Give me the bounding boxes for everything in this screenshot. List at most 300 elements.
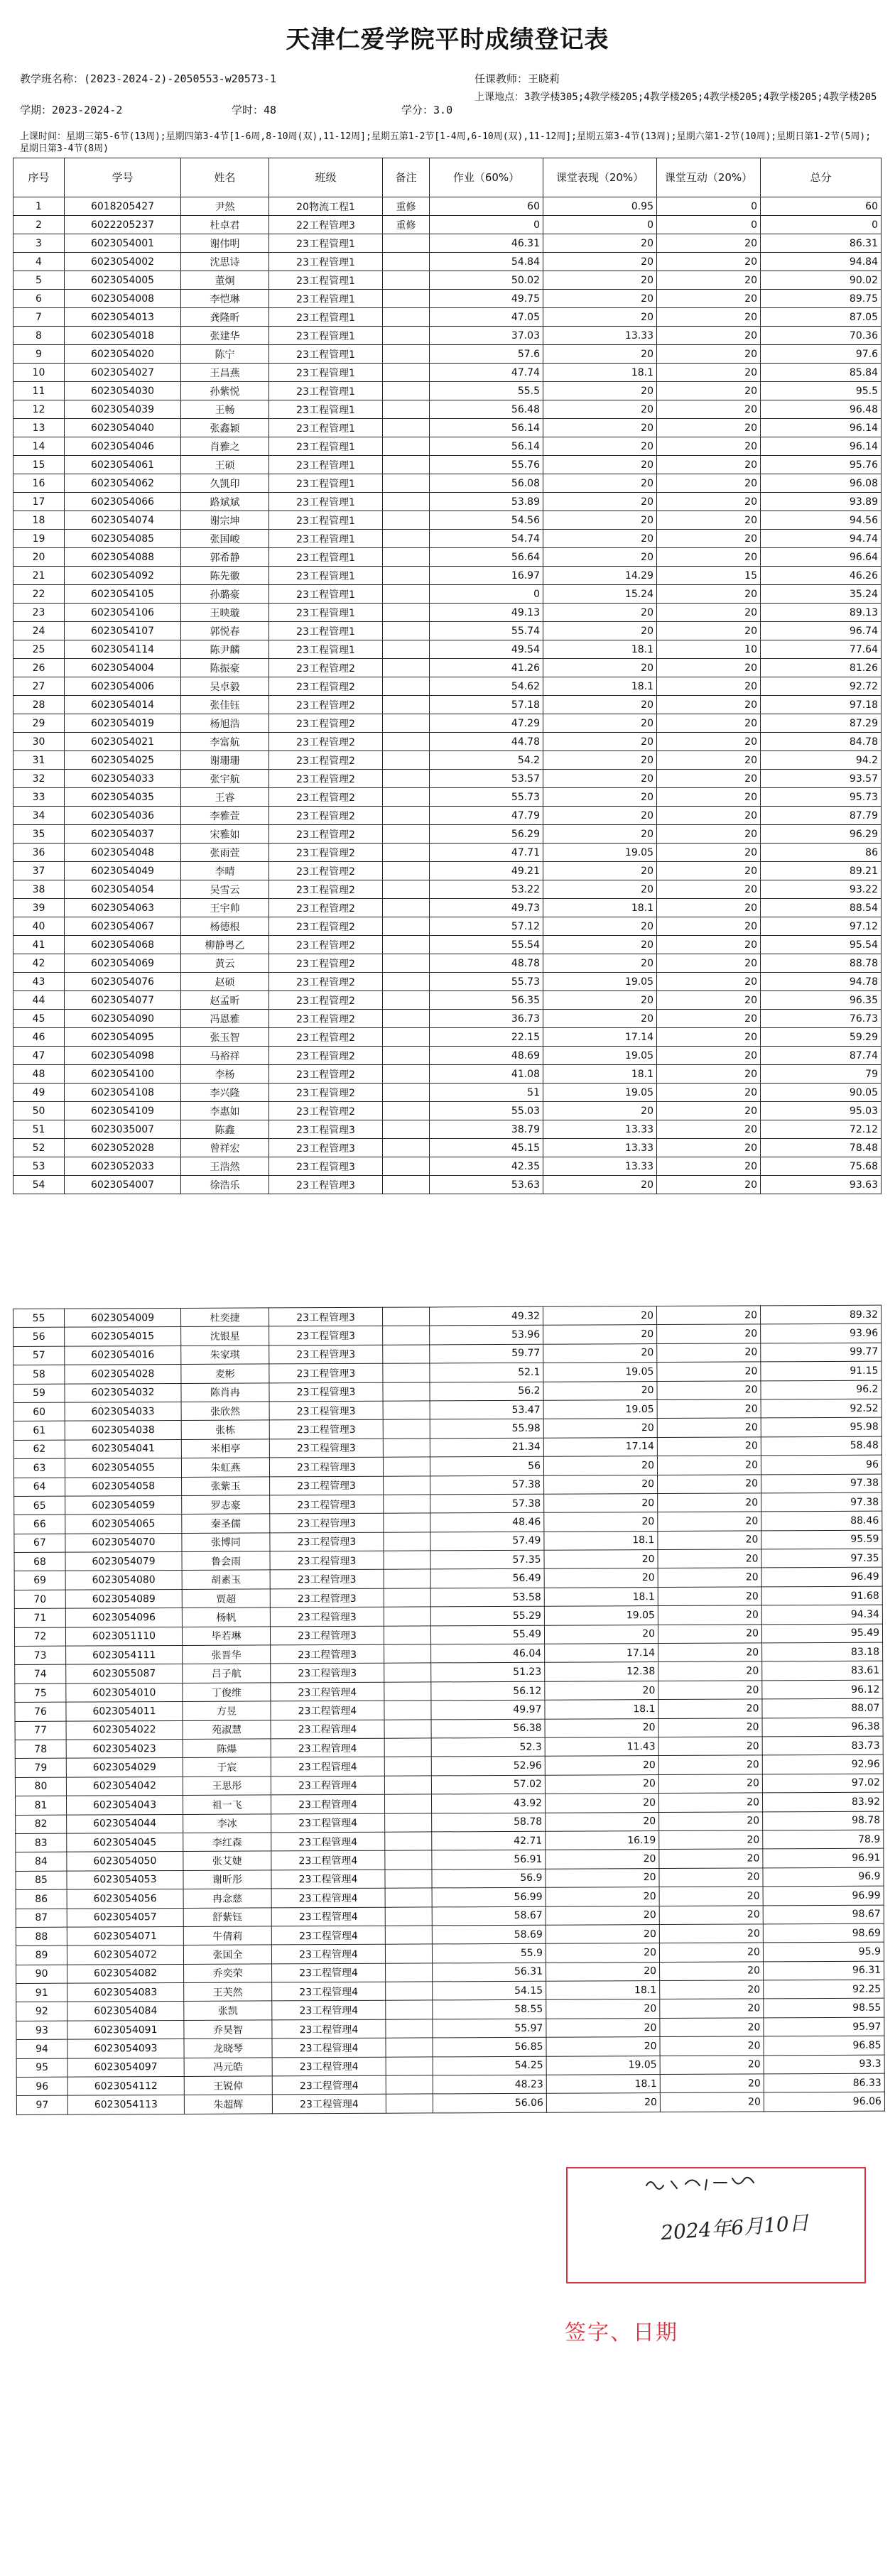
table-row bbox=[13, 271, 882, 290]
student-id-cell: 6023054105 bbox=[65, 585, 181, 604]
table-row bbox=[13, 1157, 882, 1176]
remark-cell bbox=[385, 1926, 432, 1945]
performance-score-cell: 0 bbox=[543, 216, 657, 234]
table-row bbox=[13, 1102, 882, 1120]
remark-cell bbox=[384, 1644, 431, 1664]
interaction-score-cell: 20 bbox=[659, 1830, 763, 1850]
class-name-cell: 23工程管理1 bbox=[269, 493, 383, 511]
homework-score-cell: 37.03 bbox=[430, 327, 543, 345]
row-index-cell: 31 bbox=[13, 751, 65, 770]
homework-score-cell: 46.04 bbox=[431, 1644, 545, 1663]
class-name-cell: 23工程管理1 bbox=[269, 437, 383, 456]
row-index-cell: 65 bbox=[14, 1496, 65, 1515]
interaction-score-cell: 20 bbox=[659, 1905, 763, 1924]
grade-table-part2 bbox=[13, 1305, 885, 2115]
performance-score-cell: 20 bbox=[544, 1568, 658, 1588]
student-name-cell: 张佳钰 bbox=[181, 696, 269, 714]
performance-score-cell: 19.05 bbox=[543, 1399, 657, 1419]
student-name-cell: 李惠如 bbox=[181, 1102, 269, 1120]
row-index-cell: 93 bbox=[16, 2021, 67, 2040]
student-id-cell: 6023054013 bbox=[65, 308, 181, 327]
performance-score-cell: 17.14 bbox=[543, 1028, 657, 1047]
total-score-cell: 96.31 bbox=[764, 1961, 884, 1980]
total-score-cell: 92.25 bbox=[764, 1980, 884, 1999]
performance-score-cell: 20 bbox=[544, 1550, 658, 1569]
student-id-cell: 6022205237 bbox=[65, 216, 181, 234]
student-name-cell: 李晴 bbox=[181, 862, 269, 880]
performance-score-cell: 20 bbox=[545, 1794, 658, 1813]
interaction-score-cell: 20 bbox=[657, 1047, 761, 1065]
class-name-cell: 23工程管理4 bbox=[271, 1813, 385, 1833]
homework-score-cell: 49.13 bbox=[430, 604, 543, 622]
student-id-cell: 6023054021 bbox=[65, 733, 181, 751]
class-name-cell: 23工程管理4 bbox=[271, 1832, 385, 1851]
row-index-cell: 56 bbox=[13, 1328, 65, 1347]
student-name-cell: 王思彤 bbox=[183, 1777, 271, 1796]
table-header-row bbox=[13, 158, 882, 197]
homework-score-cell: 56.85 bbox=[433, 2037, 546, 2056]
student-id-cell: 6023054076 bbox=[65, 973, 181, 991]
student-id-cell: 6023054065 bbox=[65, 1515, 182, 1534]
homework-score-cell: 52.1 bbox=[430, 1363, 543, 1382]
student-name-cell: 黄云 bbox=[181, 954, 269, 973]
row-index-cell: 25 bbox=[13, 640, 65, 659]
table-row bbox=[13, 456, 882, 474]
interaction-score-cell: 20 bbox=[658, 1605, 761, 1625]
total-score-cell: 90.02 bbox=[761, 271, 882, 290]
remark-cell bbox=[383, 899, 430, 917]
student-name-cell: 王睿 bbox=[181, 788, 269, 807]
performance-score-cell: 20 bbox=[543, 917, 657, 936]
student-id-cell: 6023054090 bbox=[65, 1010, 181, 1028]
performance-score-cell: 15.24 bbox=[543, 585, 657, 604]
row-index-cell: 69 bbox=[14, 1571, 65, 1590]
remark-cell bbox=[384, 1663, 431, 1682]
performance-score-cell: 20 bbox=[545, 1718, 658, 1737]
remark-cell bbox=[383, 936, 430, 954]
student-name-cell: 路斌斌 bbox=[181, 493, 269, 511]
row-index-cell: 59 bbox=[13, 1384, 65, 1403]
remark-cell bbox=[383, 807, 430, 825]
location-info: 上课地点：3教学楼305;4教学楼205;4教学楼205;4教学楼205;4教学楼205;4教学楼205 bbox=[474, 92, 877, 103]
performance-score-cell: 20 bbox=[543, 714, 657, 733]
total-score-cell: 94.84 bbox=[761, 253, 882, 271]
col-header-homework: 作业（60%） bbox=[430, 158, 543, 197]
performance-score-cell: 20 bbox=[543, 936, 657, 954]
class-name-cell: 23工程管理2 bbox=[269, 844, 383, 862]
remark-cell bbox=[386, 1963, 433, 1982]
total-score-cell: 93.57 bbox=[761, 770, 882, 788]
student-name-cell: 秦圣儒 bbox=[182, 1514, 270, 1533]
total-score-cell: 96.12 bbox=[762, 1680, 883, 1699]
interaction-score-cell: 20 bbox=[660, 1980, 764, 1999]
class-name-cell: 23工程管理1 bbox=[269, 474, 383, 493]
row-index-cell: 7 bbox=[13, 308, 65, 327]
total-score-cell: 75.68 bbox=[761, 1157, 882, 1176]
table-row bbox=[13, 567, 882, 585]
student-name-cell: 罗志豪 bbox=[182, 1495, 270, 1515]
student-name-cell: 沈思诗 bbox=[181, 253, 269, 271]
row-index-cell: 58 bbox=[13, 1365, 65, 1384]
col-header-student-id: 学号 bbox=[65, 158, 181, 197]
total-score-cell: 95.54 bbox=[761, 936, 882, 954]
homework-score-cell: 43.92 bbox=[431, 1794, 545, 1813]
row-index-cell: 88 bbox=[16, 1927, 67, 1946]
interaction-score-cell: 20 bbox=[657, 1102, 761, 1120]
interaction-score-cell: 20 bbox=[658, 1568, 761, 1587]
performance-score-cell: 20 bbox=[543, 253, 657, 271]
homework-score-cell: 55.5 bbox=[430, 382, 543, 400]
student-id-cell: 6023054033 bbox=[65, 1402, 181, 1421]
performance-score-cell: 20 bbox=[546, 1924, 659, 1943]
class-name-cell: 23工程管理2 bbox=[269, 770, 383, 788]
row-index-cell: 38 bbox=[13, 880, 65, 899]
row-index-cell: 72 bbox=[14, 1627, 65, 1647]
remark-cell bbox=[383, 567, 430, 585]
class-name-cell: 23工程管理3 bbox=[269, 1439, 383, 1458]
class-name-cell: 23工程管理3 bbox=[270, 1588, 384, 1608]
interaction-score-cell: 20 bbox=[657, 1139, 761, 1157]
student-name-cell: 祖一飞 bbox=[183, 1795, 271, 1814]
class-name-cell: 23工程管理2 bbox=[269, 880, 383, 899]
row-index-cell: 61 bbox=[13, 1421, 65, 1441]
student-name-cell: 陈鑫 bbox=[181, 1120, 269, 1139]
student-id-cell: 6023054043 bbox=[66, 1796, 183, 1815]
student-name-cell: 龚隆昕 bbox=[181, 308, 269, 327]
class-name-cell: 23工程管理1 bbox=[269, 567, 383, 585]
total-score-cell: 87.74 bbox=[761, 1047, 882, 1065]
interaction-score-cell: 20 bbox=[657, 714, 761, 733]
table-row bbox=[16, 2092, 884, 2115]
row-index-cell: 48 bbox=[13, 1065, 65, 1084]
student-id-cell: 6023054070 bbox=[65, 1533, 182, 1552]
remark-cell bbox=[383, 271, 430, 290]
total-score-cell: 96 bbox=[761, 1455, 882, 1474]
performance-score-cell: 20 bbox=[543, 419, 657, 437]
interaction-score-cell: 20 bbox=[657, 880, 761, 899]
student-id-cell: 6023054038 bbox=[65, 1421, 181, 1440]
total-score-cell: 58.48 bbox=[761, 1436, 882, 1456]
interaction-score-cell: 20 bbox=[657, 234, 761, 253]
student-id-cell: 6023054092 bbox=[65, 567, 181, 585]
remark-cell bbox=[386, 2019, 433, 2039]
total-score-cell: 95.97 bbox=[764, 2017, 884, 2036]
row-index-cell: 96 bbox=[16, 2077, 67, 2096]
remark-cell bbox=[383, 548, 430, 567]
student-name-cell: 久凯印 bbox=[181, 474, 269, 493]
remark-cell bbox=[383, 493, 430, 511]
performance-score-cell: 20 bbox=[543, 1325, 657, 1344]
student-id-cell: 6023054093 bbox=[67, 2039, 184, 2058]
student-id-cell: 6023054001 bbox=[65, 234, 181, 253]
student-name-cell: 毕若琳 bbox=[182, 1627, 270, 1646]
remark-cell bbox=[383, 364, 430, 382]
student-id-cell: 6023054071 bbox=[67, 1926, 183, 1945]
interaction-score-cell: 20 bbox=[658, 1737, 762, 1756]
homework-score-cell: 0 bbox=[430, 585, 543, 604]
total-score-cell: 96.2 bbox=[761, 1380, 882, 1399]
table-row bbox=[13, 1047, 882, 1065]
interaction-score-cell: 20 bbox=[657, 253, 761, 271]
homework-score-cell: 49.21 bbox=[430, 862, 543, 880]
homework-score-cell: 0 bbox=[430, 216, 543, 234]
col-header-performance: 课堂表现（20%） bbox=[543, 158, 657, 197]
remark-cell bbox=[383, 1382, 430, 1402]
row-index-cell: 2 bbox=[13, 216, 65, 234]
interaction-score-cell: 20 bbox=[657, 788, 761, 807]
class-name-cell: 23工程管理3 bbox=[270, 1607, 384, 1626]
student-id-cell: 6023054033 bbox=[65, 770, 181, 788]
table-row bbox=[13, 899, 882, 917]
table-row bbox=[13, 474, 882, 493]
performance-score-cell: 20 bbox=[543, 1102, 657, 1120]
homework-score-cell: 49.32 bbox=[429, 1306, 543, 1326]
homework-score-cell: 53.57 bbox=[430, 770, 543, 788]
row-index-cell: 32 bbox=[13, 770, 65, 788]
interaction-score-cell: 20 bbox=[657, 899, 761, 917]
student-name-cell: 张欣然 bbox=[181, 1402, 269, 1421]
col-header-interaction: 课堂互动（20%） bbox=[657, 158, 761, 197]
class-name-cell: 23工程管理1 bbox=[269, 604, 383, 622]
total-score-cell: 93.89 bbox=[761, 493, 882, 511]
student-id-cell: 6023054068 bbox=[65, 936, 181, 954]
row-index-cell: 36 bbox=[13, 844, 65, 862]
student-id-cell: 6023054040 bbox=[65, 419, 181, 437]
total-score-cell: 96.74 bbox=[761, 622, 882, 640]
remark-cell bbox=[383, 714, 430, 733]
total-score-cell: 98.55 bbox=[764, 1999, 884, 2018]
time-info: 上课时间：星期三第5-6节(13周);星期四第3-4节[1-6周,8-10周(双),11-12周];星期五第1-2节[1-4周,6-10周(双),11-12周];星期五第3-4节(13周);星期六第1-2节(10周);星期日第1-2节(5周);星期日第3-4节(8周) bbox=[20, 131, 872, 154]
class-name-cell: 23工程管理3 bbox=[269, 1176, 383, 1194]
student-name-cell: 马裕祥 bbox=[181, 1047, 269, 1065]
homework-score-cell: 55.74 bbox=[430, 622, 543, 640]
total-score-cell: 78.48 bbox=[761, 1139, 882, 1157]
remark-cell bbox=[385, 1888, 432, 1907]
row-index-cell: 89 bbox=[16, 1945, 67, 1965]
row-index-cell: 85 bbox=[16, 1871, 67, 1890]
class-name-cell: 23工程管理2 bbox=[269, 807, 383, 825]
total-score-cell: 95.03 bbox=[761, 1102, 882, 1120]
interaction-score-cell: 20 bbox=[657, 770, 761, 788]
performance-score-cell: 20 bbox=[546, 2037, 660, 2056]
performance-score-cell: 13.33 bbox=[543, 1120, 657, 1139]
row-index-cell: 95 bbox=[16, 2058, 67, 2078]
total-score-cell: 87.79 bbox=[761, 807, 882, 825]
total-score-cell: 94.78 bbox=[761, 973, 882, 991]
performance-score-cell: 20 bbox=[543, 862, 657, 880]
table-row bbox=[13, 751, 882, 770]
student-name-cell: 李兴隆 bbox=[181, 1084, 269, 1102]
class-name-cell: 23工程管理2 bbox=[269, 1010, 383, 1028]
student-id-cell: 6023054002 bbox=[65, 253, 181, 271]
interaction-score-cell: 20 bbox=[657, 696, 761, 714]
student-id-cell: 6023054055 bbox=[65, 1458, 181, 1478]
performance-score-cell: 20 bbox=[543, 511, 657, 530]
remark-cell bbox=[382, 1307, 429, 1326]
interaction-score-cell: 20 bbox=[657, 844, 761, 862]
student-id-cell: 6023054032 bbox=[65, 1383, 181, 1402]
remark-cell bbox=[383, 585, 430, 604]
student-name-cell: 李杨 bbox=[181, 1065, 269, 1084]
student-id-cell: 6023054088 bbox=[65, 548, 181, 567]
student-name-cell: 杜奕捷 bbox=[180, 1308, 268, 1327]
class-name-cell: 23工程管理3 bbox=[270, 1532, 384, 1551]
remark-cell bbox=[383, 1102, 430, 1120]
remark-cell bbox=[385, 1832, 432, 1851]
interaction-score-cell: 20 bbox=[657, 1437, 761, 1456]
student-id-cell: 6023054084 bbox=[67, 2002, 184, 2021]
student-id-cell: 6023054080 bbox=[65, 1571, 182, 1590]
homework-score-cell: 53.96 bbox=[430, 1326, 543, 1345]
total-score-cell: 96.64 bbox=[761, 548, 882, 567]
table-row bbox=[13, 973, 882, 991]
page-title: 天津仁爱学院平时成绩登记表 bbox=[286, 26, 609, 54]
total-score-cell: 99.77 bbox=[761, 1343, 882, 1362]
row-index-cell: 57 bbox=[13, 1346, 65, 1365]
remark-cell bbox=[386, 2057, 433, 2076]
performance-score-cell: 20 bbox=[543, 770, 657, 788]
homework-score-cell: 56.14 bbox=[430, 419, 543, 437]
student-id-cell: 6023054108 bbox=[65, 1084, 181, 1102]
total-score-cell: 88.78 bbox=[761, 954, 882, 973]
student-name-cell: 沈银星 bbox=[181, 1326, 269, 1346]
table-row bbox=[13, 788, 882, 807]
homework-score-cell: 52.3 bbox=[431, 1737, 545, 1757]
performance-score-cell: 20 bbox=[543, 954, 657, 973]
performance-score-cell: 20 bbox=[543, 548, 657, 567]
homework-score-cell: 53.58 bbox=[430, 1588, 544, 1607]
total-score-cell: 87.29 bbox=[761, 714, 882, 733]
performance-score-cell: 17.14 bbox=[543, 1437, 657, 1456]
student-name-cell: 牛倩莉 bbox=[183, 1926, 271, 1945]
student-id-cell: 6023054037 bbox=[65, 825, 181, 844]
total-score-cell: 96.91 bbox=[763, 1848, 884, 1867]
performance-score-cell: 18.1 bbox=[543, 640, 657, 659]
remark-cell bbox=[386, 1982, 433, 2001]
total-score-cell: 92.96 bbox=[762, 1755, 883, 1774]
performance-score-cell: 18.1 bbox=[543, 1065, 657, 1084]
table-row bbox=[13, 253, 882, 271]
remark-cell bbox=[384, 1588, 430, 1608]
student-name-cell: 董炯 bbox=[181, 271, 269, 290]
student-name-cell: 张艾婕 bbox=[183, 1851, 271, 1870]
student-id-cell: 6023054082 bbox=[67, 1964, 184, 1983]
total-score-cell: 96.48 bbox=[761, 400, 882, 419]
interaction-score-cell: 20 bbox=[657, 1456, 761, 1475]
performance-score-cell: 20 bbox=[545, 1756, 658, 1775]
remark-cell bbox=[383, 825, 430, 844]
table-row bbox=[13, 530, 882, 548]
student-id-cell: 6023054014 bbox=[65, 696, 181, 714]
interaction-score-cell: 20 bbox=[657, 511, 761, 530]
row-index-cell: 84 bbox=[16, 1852, 67, 1872]
class-name-cell: 23工程管理2 bbox=[269, 825, 383, 844]
remark-cell bbox=[383, 973, 430, 991]
homework-score-cell: 54.62 bbox=[430, 677, 543, 696]
interaction-score-cell: 20 bbox=[657, 973, 761, 991]
row-index-cell: 5 bbox=[13, 271, 65, 290]
student-name-cell: 王芙然 bbox=[184, 1982, 272, 2002]
remark-cell bbox=[383, 1363, 430, 1382]
homework-score-cell: 56.06 bbox=[433, 2094, 546, 2113]
interaction-score-cell: 20 bbox=[658, 1625, 761, 1644]
row-index-cell: 52 bbox=[13, 1139, 65, 1157]
homework-score-cell: 58.67 bbox=[432, 1906, 546, 1926]
remark-cell bbox=[383, 659, 430, 677]
homework-score-cell: 49.54 bbox=[430, 640, 543, 659]
student-name-cell: 张博同 bbox=[182, 1533, 270, 1552]
homework-score-cell: 57.49 bbox=[430, 1532, 544, 1551]
class-name-cell: 23工程管理3 bbox=[269, 1363, 383, 1382]
remark-cell bbox=[384, 1495, 430, 1514]
performance-score-cell: 18.1 bbox=[543, 677, 657, 696]
student-id-cell: 6023054079 bbox=[65, 1552, 182, 1571]
student-id-cell: 6023054029 bbox=[66, 1758, 183, 1777]
remark-cell bbox=[384, 1607, 430, 1626]
remark-cell bbox=[384, 1738, 431, 1757]
row-index-cell: 4 bbox=[13, 253, 65, 271]
total-score-cell: 97.6 bbox=[761, 345, 882, 364]
performance-score-cell: 18.1 bbox=[546, 1981, 660, 2000]
student-name-cell: 李冰 bbox=[183, 1813, 271, 1833]
homework-score-cell: 51.23 bbox=[431, 1663, 545, 1682]
class-name-cell: 23工程管理2 bbox=[269, 696, 383, 714]
interaction-score-cell: 20 bbox=[658, 1474, 761, 1493]
homework-score-cell: 56.64 bbox=[430, 548, 543, 567]
student-id-cell: 6023054074 bbox=[65, 511, 181, 530]
student-name-cell: 吕子航 bbox=[183, 1664, 271, 1683]
total-score-cell: 91.68 bbox=[761, 1586, 882, 1605]
homework-score-cell: 55.29 bbox=[430, 1606, 544, 1625]
class-name-cell: 23工程管理2 bbox=[269, 917, 383, 936]
table-row bbox=[13, 807, 882, 825]
class-name-cell: 23工程管理2 bbox=[269, 954, 383, 973]
row-index-cell: 19 bbox=[13, 530, 65, 548]
student-id-cell: 6023054041 bbox=[65, 1439, 181, 1458]
student-id-cell: 6023054039 bbox=[65, 400, 181, 419]
student-name-cell: 王畅 bbox=[181, 400, 269, 419]
class-name-cell: 23工程管理1 bbox=[269, 382, 383, 400]
performance-score-cell: 20 bbox=[546, 1850, 659, 1869]
remark-cell bbox=[383, 474, 430, 493]
class-name-cell: 23工程管理4 bbox=[271, 1701, 384, 1720]
interaction-score-cell: 20 bbox=[657, 1324, 761, 1343]
student-name-cell: 张国峻 bbox=[181, 530, 269, 548]
table-row bbox=[13, 548, 882, 567]
student-id-cell: 6023054054 bbox=[65, 880, 181, 899]
student-id-cell: 6023054036 bbox=[65, 807, 181, 825]
remark-cell bbox=[383, 770, 430, 788]
class-name-cell: 23工程管理2 bbox=[269, 677, 383, 696]
homework-score-cell: 54.15 bbox=[433, 1981, 546, 2000]
performance-score-cell: 16.19 bbox=[546, 1830, 659, 1850]
col-header-remark: 备注 bbox=[383, 158, 430, 197]
performance-score-cell: 20 bbox=[544, 1512, 658, 1532]
total-score-cell: 35.24 bbox=[761, 585, 882, 604]
student-id-cell: 6023054106 bbox=[65, 604, 181, 622]
student-name-cell: 胡素玉 bbox=[182, 1570, 270, 1589]
performance-score-cell: 20 bbox=[543, 604, 657, 622]
class-name-cell: 23工程管理3 bbox=[268, 1307, 382, 1326]
row-index-cell: 37 bbox=[13, 862, 65, 880]
student-id-cell: 6023054025 bbox=[65, 751, 181, 770]
class-name-cell: 23工程管理2 bbox=[269, 659, 383, 677]
total-score-cell: 96.14 bbox=[761, 419, 882, 437]
remark-cell bbox=[383, 327, 430, 345]
student-name-cell: 张栋 bbox=[181, 1420, 269, 1439]
remark-cell bbox=[383, 511, 430, 530]
class-name-cell: 23工程管理2 bbox=[269, 788, 383, 807]
